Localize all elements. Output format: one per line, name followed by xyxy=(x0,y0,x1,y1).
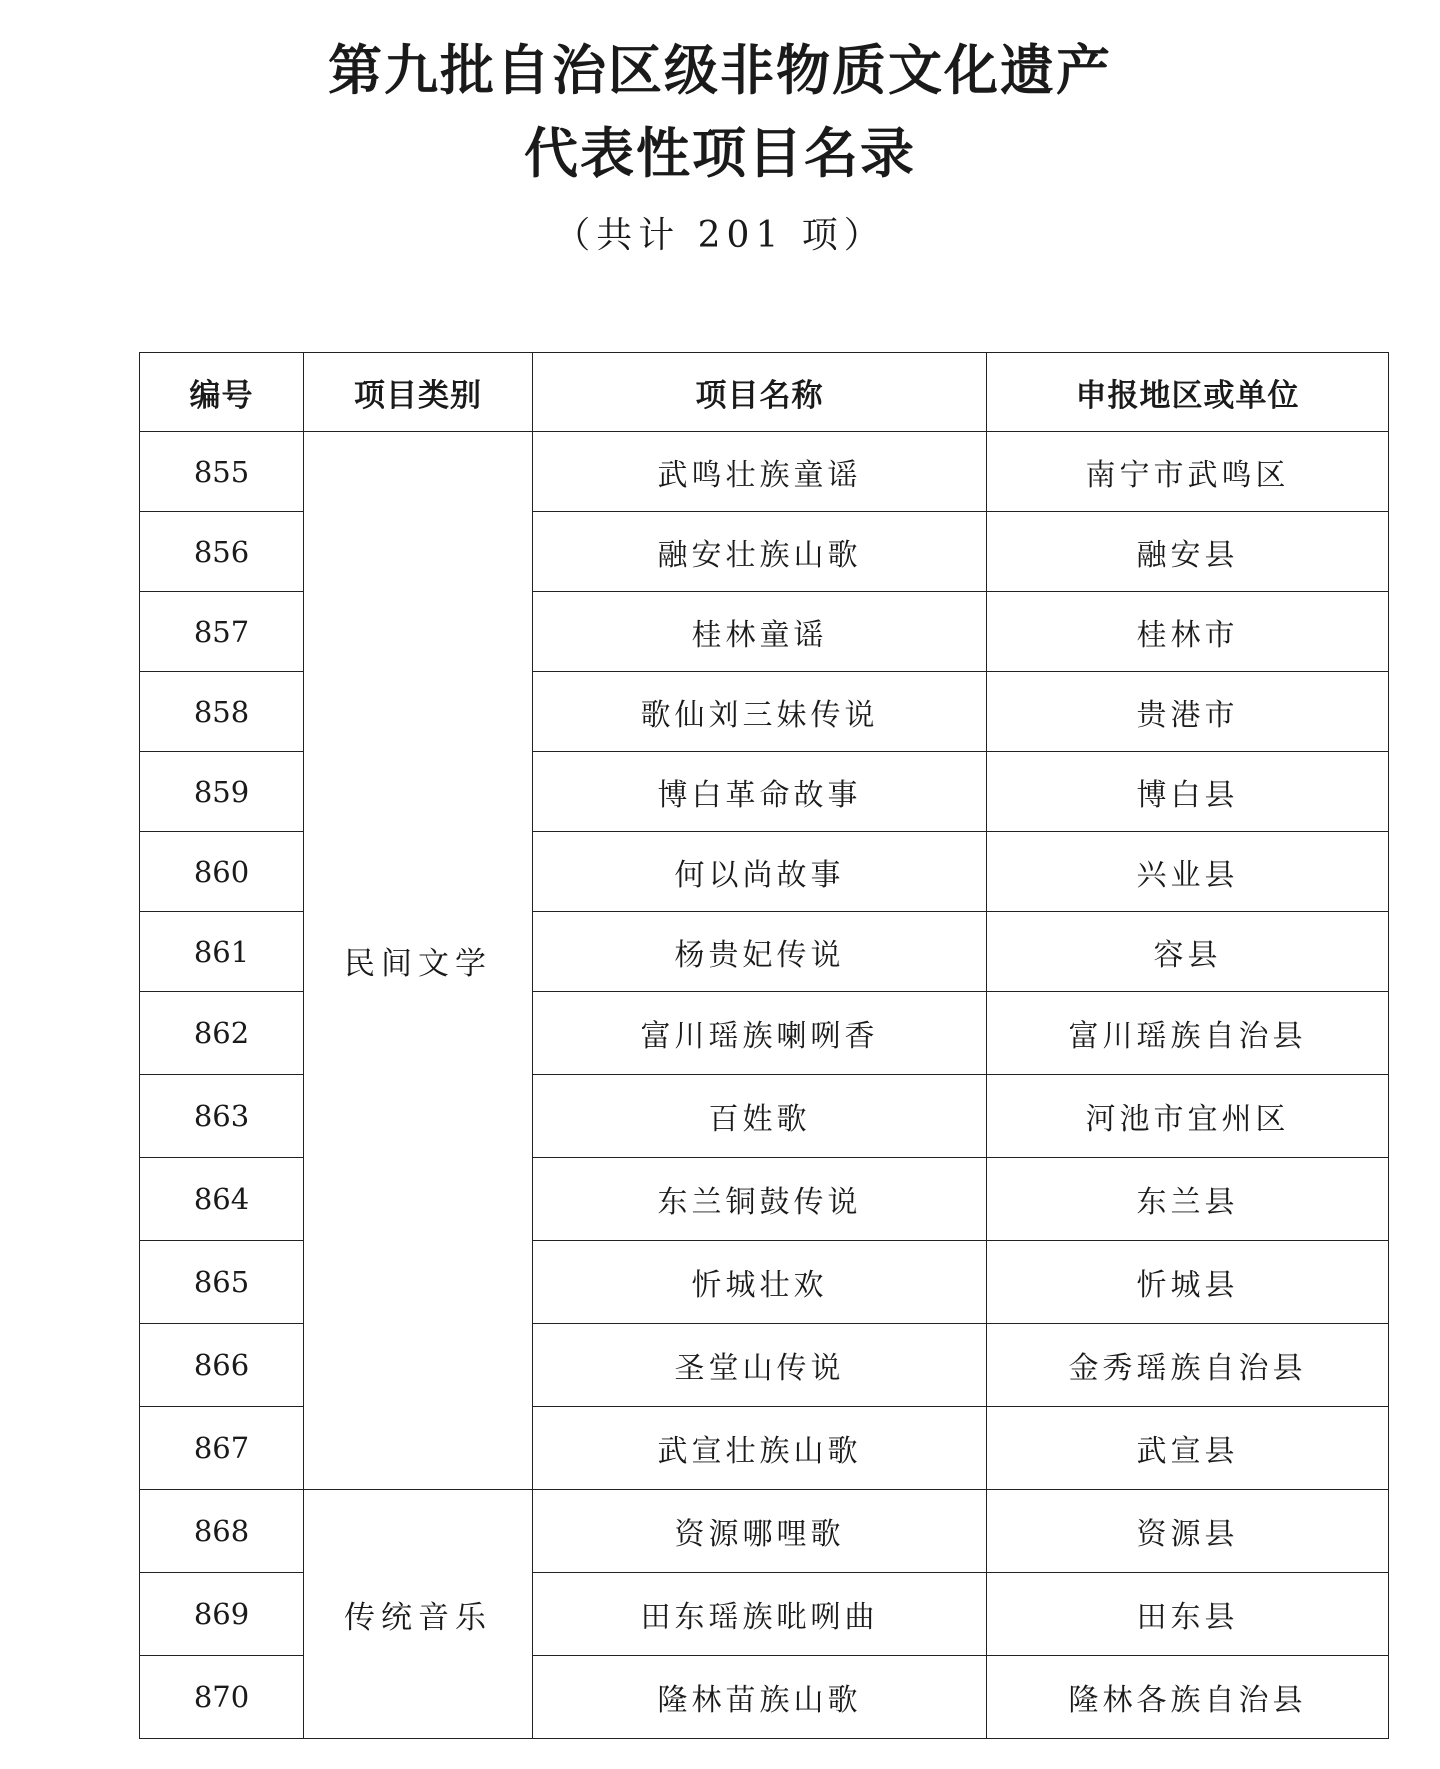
header-region: 申报地区或单位 xyxy=(987,353,1389,432)
row-name: 富川瑶族喇咧香 xyxy=(533,992,987,1075)
header-name: 项目名称 xyxy=(533,353,987,432)
document-title-line-2: 代表性项目名录 xyxy=(524,122,916,185)
row-num: 866 xyxy=(140,1324,304,1407)
document-title-line-1: 第九批自治区级非物质文化遗产 xyxy=(328,39,1112,102)
row-region: 隆林各族自治县 xyxy=(987,1656,1389,1739)
header-category: 项目类别 xyxy=(304,353,533,432)
row-region: 南宁市武鸣区 xyxy=(987,432,1389,512)
row-num: 865 xyxy=(140,1241,304,1324)
row-num: 864 xyxy=(140,1158,304,1241)
category-cell-folk-literature: 民间文学 xyxy=(304,432,533,1490)
category-cell-traditional-music: 传统音乐 xyxy=(304,1490,533,1739)
row-num: 860 xyxy=(140,832,304,912)
row-num: 856 xyxy=(140,512,304,592)
row-name: 资源哪哩歌 xyxy=(533,1490,987,1573)
row-region: 田东县 xyxy=(987,1573,1389,1656)
document-subtitle: （共计 201 项） xyxy=(554,215,886,256)
table-row xyxy=(140,1490,1389,1573)
row-region: 金秀瑶族自治县 xyxy=(987,1324,1389,1407)
header-num: 编号 xyxy=(140,353,304,432)
row-name: 百姓歌 xyxy=(533,1075,987,1158)
row-num: 863 xyxy=(140,1075,304,1158)
row-name: 融安壮族山歌 xyxy=(533,512,987,592)
row-region: 东兰县 xyxy=(987,1158,1389,1241)
row-region: 忻城县 xyxy=(987,1241,1389,1324)
row-num: 869 xyxy=(140,1573,304,1656)
row-num: 868 xyxy=(140,1490,304,1573)
row-region: 资源县 xyxy=(987,1490,1389,1573)
row-num: 867 xyxy=(140,1407,304,1490)
row-name: 桂林童谣 xyxy=(533,592,987,672)
row-region: 博白县 xyxy=(987,752,1389,832)
row-region: 富川瑶族自治县 xyxy=(987,992,1389,1075)
row-name: 圣堂山传说 xyxy=(533,1324,987,1407)
row-name: 忻城壮欢 xyxy=(533,1241,987,1324)
row-name: 歌仙刘三妹传说 xyxy=(533,672,987,752)
row-name: 武宣壮族山歌 xyxy=(533,1407,987,1490)
row-name: 田东瑶族吡咧曲 xyxy=(533,1573,987,1656)
row-region: 武宣县 xyxy=(987,1407,1389,1490)
row-num: 862 xyxy=(140,992,304,1075)
row-name: 武鸣壮族童谣 xyxy=(533,432,987,512)
row-num: 855 xyxy=(140,432,304,512)
table-header-row xyxy=(140,353,1389,432)
row-region: 融安县 xyxy=(987,512,1389,592)
heritage-list-table xyxy=(139,352,1389,1739)
table-row xyxy=(140,432,1389,512)
row-region: 贵港市 xyxy=(987,672,1389,752)
row-name: 东兰铜鼓传说 xyxy=(533,1158,987,1241)
row-num: 857 xyxy=(140,592,304,672)
row-region: 兴业县 xyxy=(987,832,1389,912)
row-name: 何以尚故事 xyxy=(533,832,987,912)
row-region: 容县 xyxy=(987,912,1389,992)
row-name: 杨贵妃传说 xyxy=(533,912,987,992)
row-num: 859 xyxy=(140,752,304,832)
row-num: 858 xyxy=(140,672,304,752)
row-name: 博白革命故事 xyxy=(533,752,987,832)
row-region: 河池市宜州区 xyxy=(987,1075,1389,1158)
row-num: 861 xyxy=(140,912,304,992)
row-region: 桂林市 xyxy=(987,592,1389,672)
row-num: 870 xyxy=(140,1656,304,1739)
row-name: 隆林苗族山歌 xyxy=(533,1656,987,1739)
